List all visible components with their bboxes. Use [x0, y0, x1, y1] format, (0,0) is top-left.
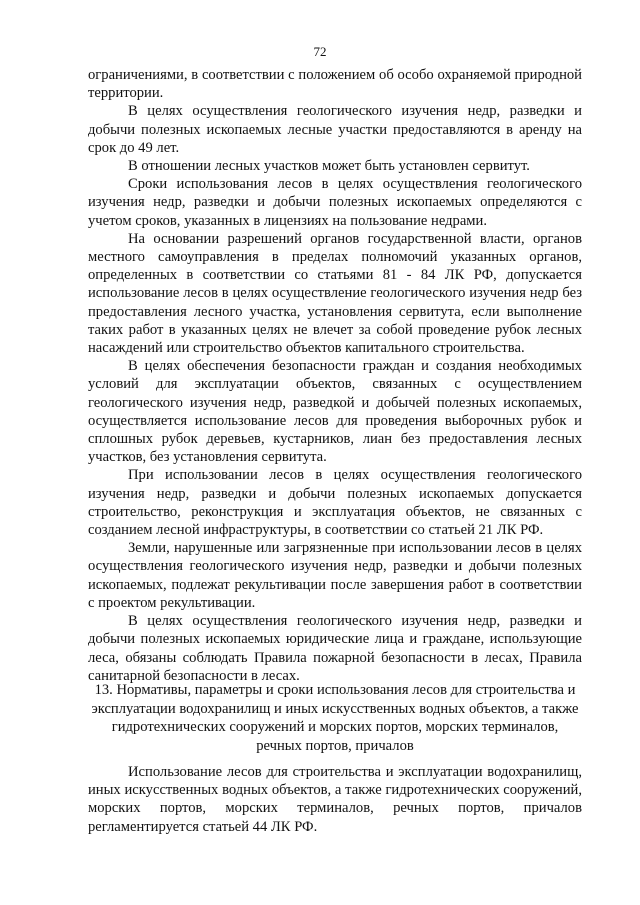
- paragraph-safety-felling: В целях обеспечения безопасности граждан и создания необходимых условий для эксплуатации объектов, связанных с осуществлением геологического изучения недр, разведкой и добычей полезных ископаемых, осуществляется использование лесов для проведения выборочных рубок и сплошных рубок деревьев, кустарников, лиан без предоставления лесных участков, без установления сервитута.: [88, 358, 582, 466]
- paragraph-permissions: На основании разрешений органов государственной власти, органов местного самоуправления в пределах полномочий указанных органов, определенных в соответствии со статьями 81 - 84 ЛК РФ, допускается использование лесов в целях осуществление геологического изучения недр без предоставления лесного участка, установления сервитута, если выполнение таких работ в указанных целях не влечет за собой проведение рубок лесных насаждений или строительство объектов капитального строительства.: [88, 230, 582, 357]
- paragraph-regulation: Использование лесов для строительства и эксплуатации водохранилищ, иных искусственных водных объектов, а также гидротехнических сооружений, морских портов, морских терминалов, речных портов, причалов регламентируется статьей 44 ЛК РФ.: [88, 764, 582, 835]
- paragraph-servitude: В отношении лесных участков может быть установлен сервитут.: [128, 158, 530, 175]
- paragraph-fire-safety: В целях осуществления геологического изучения недр, разведки и добычи полезных ископаемых юридические лица и граждане, использующие леса, обязаны соблюдать Правила пожарной безопасности в лесах, Правила санитарной безопасности в лесах.: [88, 613, 582, 684]
- paragraph-recultivation: Земли, нарушенные или загрязненные при использовании лесов в целях осуществления геологического изучения недр, разведки и добычи полезных ископаемых, подлежат рекультивации после завершения работ в соответствии с проектом рекультивации.: [88, 540, 582, 611]
- section-heading: 13. Нормативы, параметры и сроки использования лесов для строительства и эксплуатации водохранилищ и иных искусственных водных объектов, а также гидротехнических сооружений и морских портов, морских терминалов, речных портов, причалов: [91, 682, 579, 754]
- body-text: [88, 66, 582, 685]
- section-body: [88, 763, 582, 836]
- paragraph-lease-term: В целях осуществления геологического изучения недр, разведки и добычи полезных ископаемых лесные участки предоставляются в аренду на срок до 49 лет.: [88, 103, 582, 156]
- paragraph-continuation: ограничениями, в соответствии с положением об особо охраняемой природной территории.: [88, 67, 582, 102]
- page-number: 72: [313, 44, 327, 59]
- paragraph-usage-terms: Сроки использования лесов в целях осуществления геологического изучения недр, разведки и добычи полезных ископаемых определяются с учетом сроков, указанных в лицензиях на пользование недрами.: [88, 176, 582, 229]
- paragraph-construction: При использовании лесов в целях осуществления геологического изучения недр, разведки и добычи полезных ископаемых допускается строительство, реконструкция и эксплуатация объектов, не связанных с созданием лесной инфраструктуры, в соответствии со статьей 21 ЛК РФ.: [88, 467, 582, 539]
